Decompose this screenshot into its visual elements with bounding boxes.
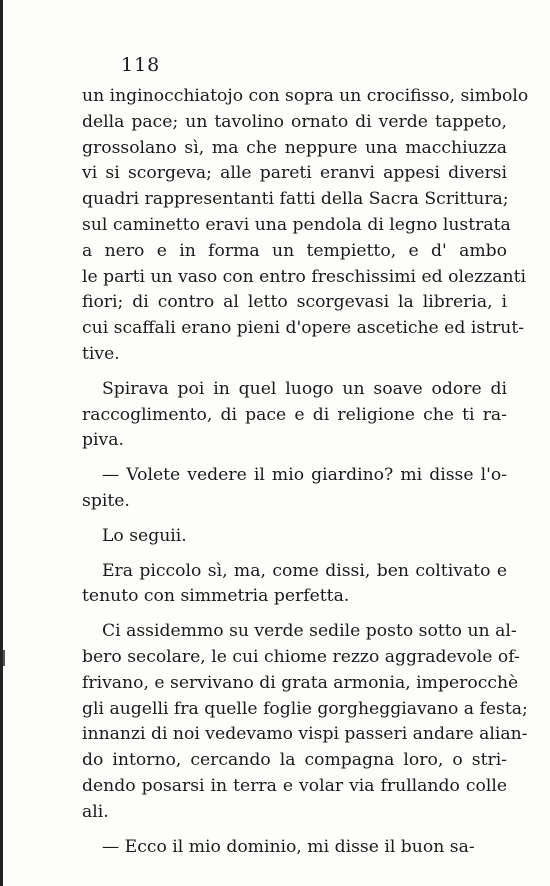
paragraph-gap <box>82 610 507 619</box>
page-edge-shadow <box>0 0 3 886</box>
paragraph-gap <box>82 515 507 524</box>
text-line: innanzi di noi vedevamo vispi passeri andare alian- <box>82 724 528 745</box>
paragraph-gap <box>82 826 507 835</box>
text-line: raccoglimento, di pace e di religione che ti ra- <box>82 404 507 425</box>
paragraph <box>82 84 529 368</box>
text-line: tive. <box>82 343 120 364</box>
text-line: piva. <box>82 430 124 451</box>
text-line: Era piccolo sì, ma, come dissi, ben coltivato e <box>102 560 507 581</box>
margin-mark <box>3 650 5 666</box>
paragraph-gap <box>82 368 507 377</box>
text-line: dendo posarsi in terra e volar via frullando colle <box>82 775 507 796</box>
text-line: vi si scorgeva; alle pareti eranvi appesi diversi <box>82 163 507 184</box>
text-line: — Ecco il mio dominio, mi disse il buon sa- <box>102 836 475 857</box>
text-line: gli augelli fra quelle foglie gorgheggiavano a festa; <box>82 698 528 719</box>
paragraph <box>82 463 507 515</box>
paragraph <box>82 559 507 611</box>
paragraph-gap <box>82 550 507 559</box>
text-line: do intorno, cercando la compagna loro, o stri- <box>82 750 507 771</box>
body-text <box>82 84 529 860</box>
text-line: della pace; un tavolino ornato di verde tappeto, <box>82 111 507 132</box>
text-line: spite. <box>82 490 130 511</box>
text-line: — Volete vedere il mio giardino? mi disse l'o- <box>102 465 507 486</box>
text-line: cui scaffali erano pieni d'opere ascetiche ed istrut- <box>82 318 525 339</box>
page-number: 118 <box>121 54 161 76</box>
text-line: Spirava poi in quel luogo un soave odore di <box>102 378 507 399</box>
text-line: Ci assidemmo su verde sedile posto sotto un al- <box>102 621 517 642</box>
text-line: bero secolare, le cui chiome rezzo aggradevole of- <box>82 646 520 667</box>
text-line: sul caminetto eravi una pendola di legno lustrata <box>82 214 511 235</box>
text-line: Lo seguii. <box>102 525 187 546</box>
paragraph-gap <box>82 454 507 463</box>
paragraph <box>82 377 507 454</box>
paragraph <box>82 835 507 861</box>
text-line: tenuto con simmetria perfetta. <box>82 586 350 607</box>
text-line: ali. <box>82 801 109 822</box>
text-line: quadri rappresentanti fatti della Sacra Scrittura; <box>82 189 509 210</box>
text-line: le parti un vaso con entro freschissimi ed olezzanti <box>82 266 526 287</box>
paragraph <box>82 524 507 550</box>
text-line: frivano, e servivano di grata armonia, imperocchè <box>82 672 519 693</box>
text-line: a nero e in forma un tempietto, e d' ambo <box>82 240 507 261</box>
text-line: grossolano sì, ma che neppure una macchiuzza <box>82 137 507 158</box>
text-line: fiori; di contro al letto scorgevasi la libreria, i <box>82 292 507 313</box>
text-line: un inginocchiatojo con sopra un crocifisso, simbolo <box>82 86 529 106</box>
paragraph <box>82 619 528 825</box>
